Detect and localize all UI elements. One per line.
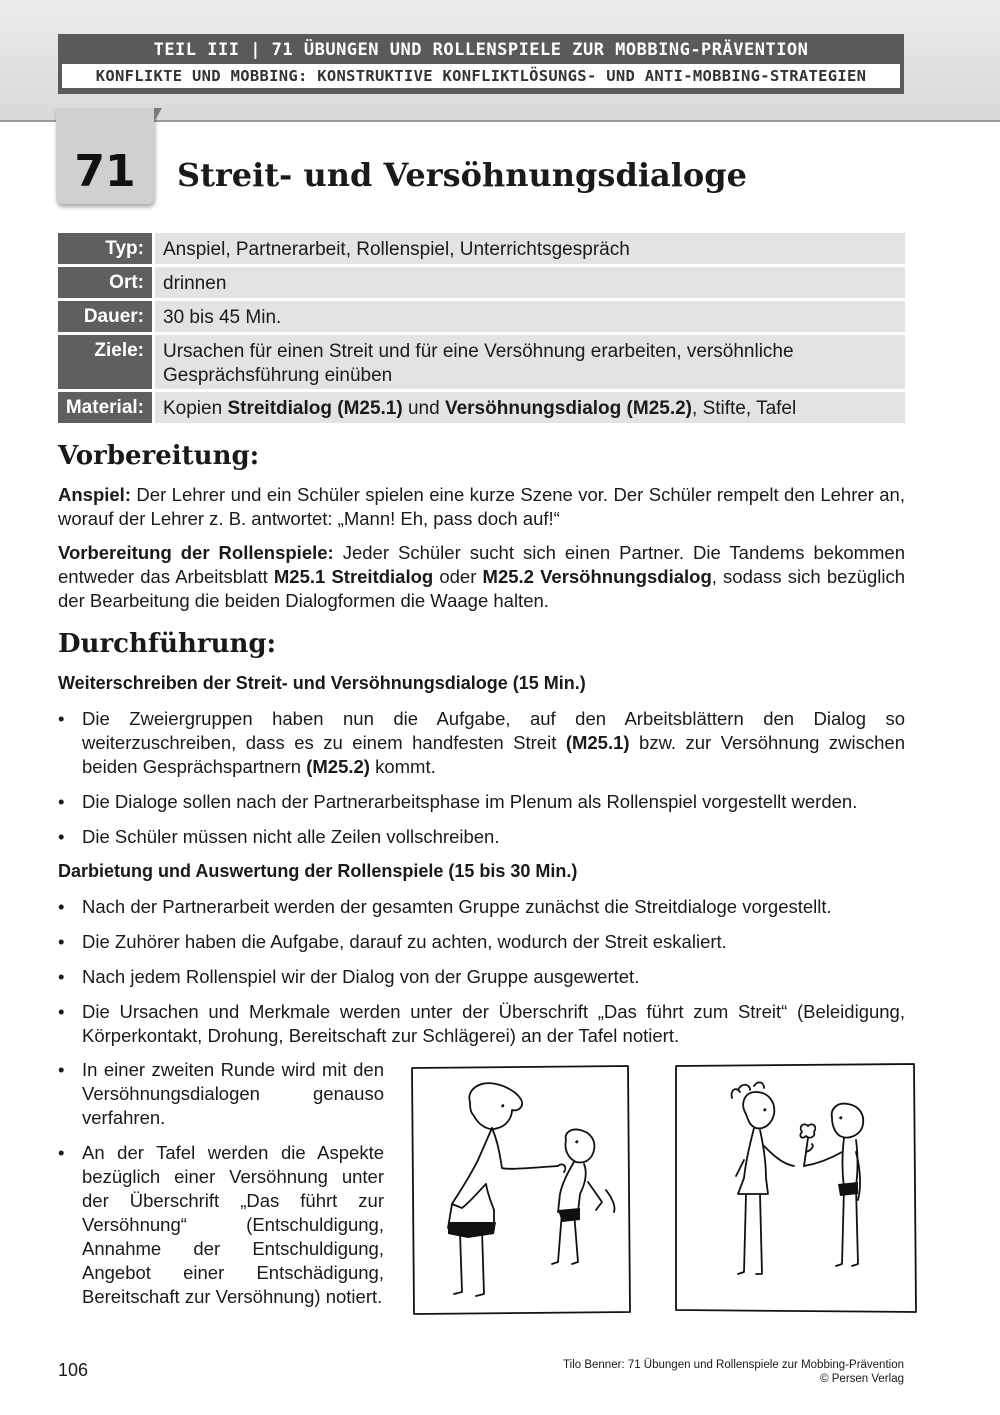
text-bold: Anspiel: (58, 484, 131, 505)
text-run: Die Zuhörer haben die Aufgabe, darauf zu achten, wodurch der Streit eskaliert. (82, 931, 727, 952)
text-run: Nach der Partnerarbeit werden der gesamten Gruppe zunächst die Streitdialoge vorgestellt. (82, 896, 832, 917)
bullet-list-3 (58, 1058, 384, 1320)
list-item (58, 1058, 384, 1130)
paragraph-rollenspiele (58, 541, 905, 613)
bullet-icon: • (58, 931, 65, 952)
source-line: Tilo Benner: 71 Übungen und Rollenspiele zur Mobbing-Prävention (563, 1359, 904, 1371)
info-key: Ort: (58, 267, 152, 298)
text-run: Der Lehrer und ein Schüler spielen eine kurze Szene vor. Der Schüler rempelt den Lehrer an, worauf der Lehrer z. B. antwortet: „Mann! Eh, pass doch auf!“ (58, 484, 905, 529)
list-item (58, 895, 905, 919)
info-key: Ziele: (58, 335, 152, 389)
series-header (58, 34, 904, 94)
bullet-icon: • (58, 896, 65, 917)
text-run: , sodass sich bezüglich der Bearbeitung die beiden Dialogformen die Waage halten. (58, 566, 905, 611)
text-run: , Stifte, Tafel (692, 398, 797, 419)
bullet-icon: • (58, 791, 65, 812)
text-run: Die Zweiergruppen haben nun die Aufgabe, auf den Arbeitsblättern den Dialog so weiterzuschreiben, dass es zu einem handfesten Streit (82, 708, 905, 753)
text-run: bzw. zur Versöhnung zwischen beiden Gesprächspartnern (82, 732, 905, 777)
text-run: An der Tafel werden die Aspekte bezüglich einer Versöhnung unter der Überschrift „Das führt zur Versöhnung“ (Entschuldigung, Annahme der Entschuldigung, Angebot einer Entschädigung, Bereitschaft zur Versöhnung) notiert. (82, 1142, 384, 1307)
list-item (58, 965, 905, 989)
text-run: In einer zweiten Runde wird mit den Versöhnungsdialogen genauso verfahren. (82, 1059, 384, 1128)
text-bold: Vorbereitung der Rollenspiele: (58, 542, 334, 563)
text-bold: Versöhnungsdialog (M25.2) (444, 398, 693, 419)
exercise-number: 71 (74, 146, 136, 197)
argument-illustration (408, 1062, 634, 1320)
info-row-ziele (58, 335, 905, 389)
subheading-darbietung: Darbietung und Auswertung der Rollenspiele (15 bis 30 Min.) (58, 861, 578, 881)
bullet-icon: • (58, 966, 65, 987)
list-item (58, 1000, 905, 1048)
list-item (58, 930, 905, 954)
info-table (58, 233, 905, 426)
info-key: Typ: (58, 233, 152, 264)
text-run: Die Dialoge sollen nach der Partnerarbeitsphase im Plenum als Rollenspiel vorgestellt werden. (82, 791, 858, 812)
page-number: 106 (58, 1360, 89, 1380)
bullet-list-2 (58, 895, 905, 1059)
text-run: und (402, 398, 445, 419)
info-value: 30 bis 45 Min. (155, 301, 905, 332)
info-value (155, 392, 905, 423)
text-run: Kopien (163, 398, 228, 419)
text-run: kommt. (369, 756, 436, 777)
exercise-title: Streit- und Versöhnungsdialoge (177, 156, 747, 194)
info-row-dauer (58, 301, 905, 332)
text-run: Jeder Schüler sucht sich einen Partner. Die Tandems bekommen entweder das Arbeitsblatt (58, 542, 906, 587)
source-note (563, 1358, 904, 1386)
bullet-icon: • (58, 1059, 65, 1080)
text-run: oder (433, 566, 483, 587)
text-bold: M25.1 Streitdialog (273, 566, 434, 587)
text-bold: M25.2 Versöhnungsdialog (482, 566, 712, 587)
chapter-title: KONFLIKTE UND MOBBING: KONSTRUKTIVE KONFLIKTLÖSUNGS- UND ANTI-MOBBING-STRATEGIEN (62, 64, 900, 88)
text-run: Die Schüler müssen nicht alle Zeilen vollschreiben. (82, 826, 500, 847)
list-item (58, 707, 905, 779)
tab-fold (154, 108, 162, 122)
info-value: Anspiel, Partnerarbeit, Rollenspiel, Unterrichtsgespräch (155, 233, 905, 264)
reconciliation-illustration (672, 1060, 920, 1318)
list-item (58, 825, 905, 849)
copyright-line: © Persen Verlag (820, 1373, 904, 1385)
info-row-typ (58, 233, 905, 264)
text-bold: (M25.2) (306, 756, 370, 777)
paragraph-anspiel (58, 483, 905, 531)
series-title: TEIL III | 71 ÜBUNGEN UND ROLLENSPIELE ZUR MOBBING-PRÄVENTION (153, 40, 809, 60)
bullet-icon: • (58, 1142, 65, 1163)
info-value: drinnen (155, 267, 905, 298)
info-value: Ursachen für einen Streit und für eine Versöhnung erarbeiten, versöhnliche Gesprächsführung einüben (155, 335, 905, 389)
info-key: Material: (58, 392, 152, 423)
bullet-icon: • (58, 708, 65, 729)
subheading-weiterschreiben: Weiterschreiben der Streit- und Versöhnungsdialoge (15 Min.) (58, 673, 586, 693)
bullet-icon: • (58, 1001, 65, 1022)
list-item (58, 790, 905, 814)
info-row-material (58, 392, 905, 423)
bullet-icon: • (58, 826, 65, 847)
exercise-number-tab (56, 108, 154, 204)
info-key: Dauer: (58, 301, 152, 332)
list-item (58, 1141, 384, 1309)
text-bold: Streitdialog (M25.1) (227, 398, 403, 419)
text-bold: (M25.1) (565, 732, 630, 753)
section-heading-vorbereitung: Vorbereitung: (58, 441, 260, 471)
text-run: Die Ursachen und Merkmale werden unter der Überschrift „Das führt zum Streit“ (Beleidigung, Körperkontakt, Drohung, Bereitschaft zur Schlägerei) an der Tafel notiert. (82, 1001, 905, 1046)
bullet-list-1 (58, 707, 905, 860)
info-row-ort (58, 267, 905, 298)
text-run: Nach jedem Rollenspiel wir der Dialog von der Gruppe ausgewertet. (82, 966, 640, 987)
section-heading-durchfuehrung: Durchführung: (58, 629, 277, 659)
